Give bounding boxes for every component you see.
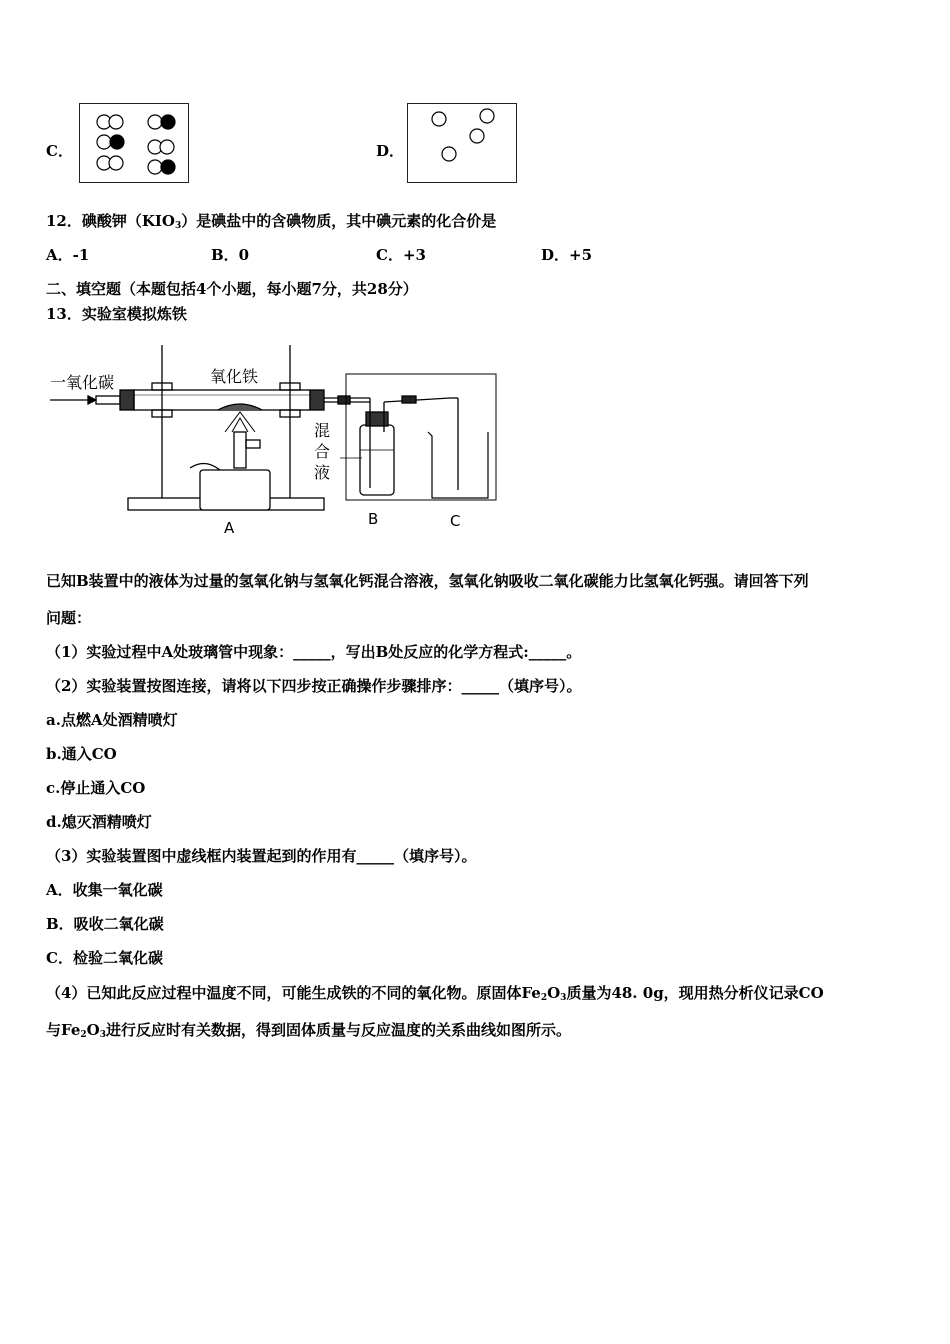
particle [480,109,494,123]
bottle-b [360,425,394,495]
part-4-sub-2: 3 [560,993,567,1003]
particle [148,115,162,129]
burner-tube [234,432,246,468]
part-4-text-d: 与Fe [46,1021,81,1039]
burner-flame [225,412,255,432]
co-label: 一氧化碳 [50,373,115,392]
fe2o3-powder [218,404,262,410]
particle [97,135,111,149]
particle [161,115,175,129]
dashed-frame [346,374,496,500]
option-c-label: C． [46,142,73,160]
question-13-part-3: （3）实验装置图中虚线框内装置起到的作用有_____（填序号）。 [46,847,477,865]
particle [160,140,174,154]
question-12-stem [46,212,496,235]
burner-base [200,470,270,510]
burner-valve [246,440,260,448]
part-4-text-f: 进行反应时有关数据，得到固体质量与反应温度的关系曲线如图所示。 [105,1021,571,1039]
particle [109,156,123,170]
mix-char-2: 合 [314,442,331,461]
option-c-particles-diagram [80,104,188,182]
question-12-stem-post: ）是碘盐中的含碘物质，其中碘元素的化合价是 [181,212,497,230]
co-arrow-head [88,396,96,404]
step-b: b.通入CO [46,745,117,763]
option-d-label: D． [376,142,405,160]
mix-char-1: 混 [314,421,331,440]
question-12-option-d: D．+5 [541,246,593,264]
question-13-title: 13．实验室模拟炼铁 [46,305,187,323]
part-4-text-c: 质量为48. 0g，现用热分析仪记录CO [566,984,824,1002]
question-13-part-4-line-2 [46,1021,571,1044]
label-b: B [368,510,379,528]
rubber-connector-2 [402,396,416,403]
question-12-option-b: B．0 [211,246,250,264]
step-a: a.点燃A处酒精喷灯 [46,711,178,729]
option-d-particle-box [407,103,517,183]
part-4-sub-3: 2 [80,1030,87,1040]
particle [110,135,124,149]
part-4-text-a: （4）已知此反应过程中温度不同，可能生成铁的不同的氧化物。原固体Fe [46,984,541,1002]
burner-handle [190,463,220,470]
question-13-part-1: （1）实验过程中A处玻璃管中现象：_____，写出B处反应的化学方程式:_____。 [46,643,582,661]
part-4-sub-1: 2 [540,993,548,1003]
part-3-option-b: B．吸收二氧化碳 [46,915,164,933]
glass-tube [134,390,310,410]
particle [109,115,123,129]
option-d-particles-diagram [408,104,516,182]
question-13-part-4-line-1 [46,984,824,1007]
question-13-intro-line-2: 问题： [46,609,92,627]
question-12-subscript: 3 [175,221,182,231]
step-d: d.熄灭酒精喷灯 [46,813,152,831]
part-4-text-e: O [86,1021,100,1039]
question-12-option-a: A．-1 [46,246,90,264]
bottle-b-stopper [366,412,388,426]
inlet-tube [96,396,120,404]
rubber-connector-1 [338,396,350,404]
particle [432,112,446,126]
question-13-intro-line-1: 已知B装置中的液体为过量的氢氧化钠与氢氧化钙混合溶液，氢氧化钠吸收二氧化碳能力比氢氧化钙强。请回答下列 [46,572,809,590]
part-3-option-a: A．收集一氧化碳 [46,881,163,899]
fe2o3-label: 氧化铁 [210,367,259,386]
left-stopper [120,390,134,410]
step-c: c.停止通入CO [46,779,146,797]
right-stopper [310,390,324,410]
particle [148,160,162,174]
label-c: C [450,512,461,530]
particle [470,129,484,143]
part-4-sub-4: 3 [99,1030,106,1040]
section-2-heading: 二、填空题（本题包括4个小题，每小题7分，共28分） [46,280,418,298]
bottle-b-outlet-top [384,398,450,402]
particle [442,147,456,161]
option-c-particle-box [79,103,189,183]
label-a: A [224,519,235,537]
question-13-part-2: （2）实验装置按图连接，请将以下四步按正确操作步骤排序：_____（填序号）。 [46,677,582,695]
particle [161,160,175,174]
part-4-text-b: O [547,984,561,1002]
mix-char-3: 液 [314,463,331,482]
question-12-option-c: C．+3 [376,246,426,264]
question-12-stem-pre: 12．碘酸钾（KIO [46,212,175,230]
iron-smelting-apparatus-diagram [40,340,510,540]
part-3-option-c: C．检验二氧化碳 [46,949,163,967]
